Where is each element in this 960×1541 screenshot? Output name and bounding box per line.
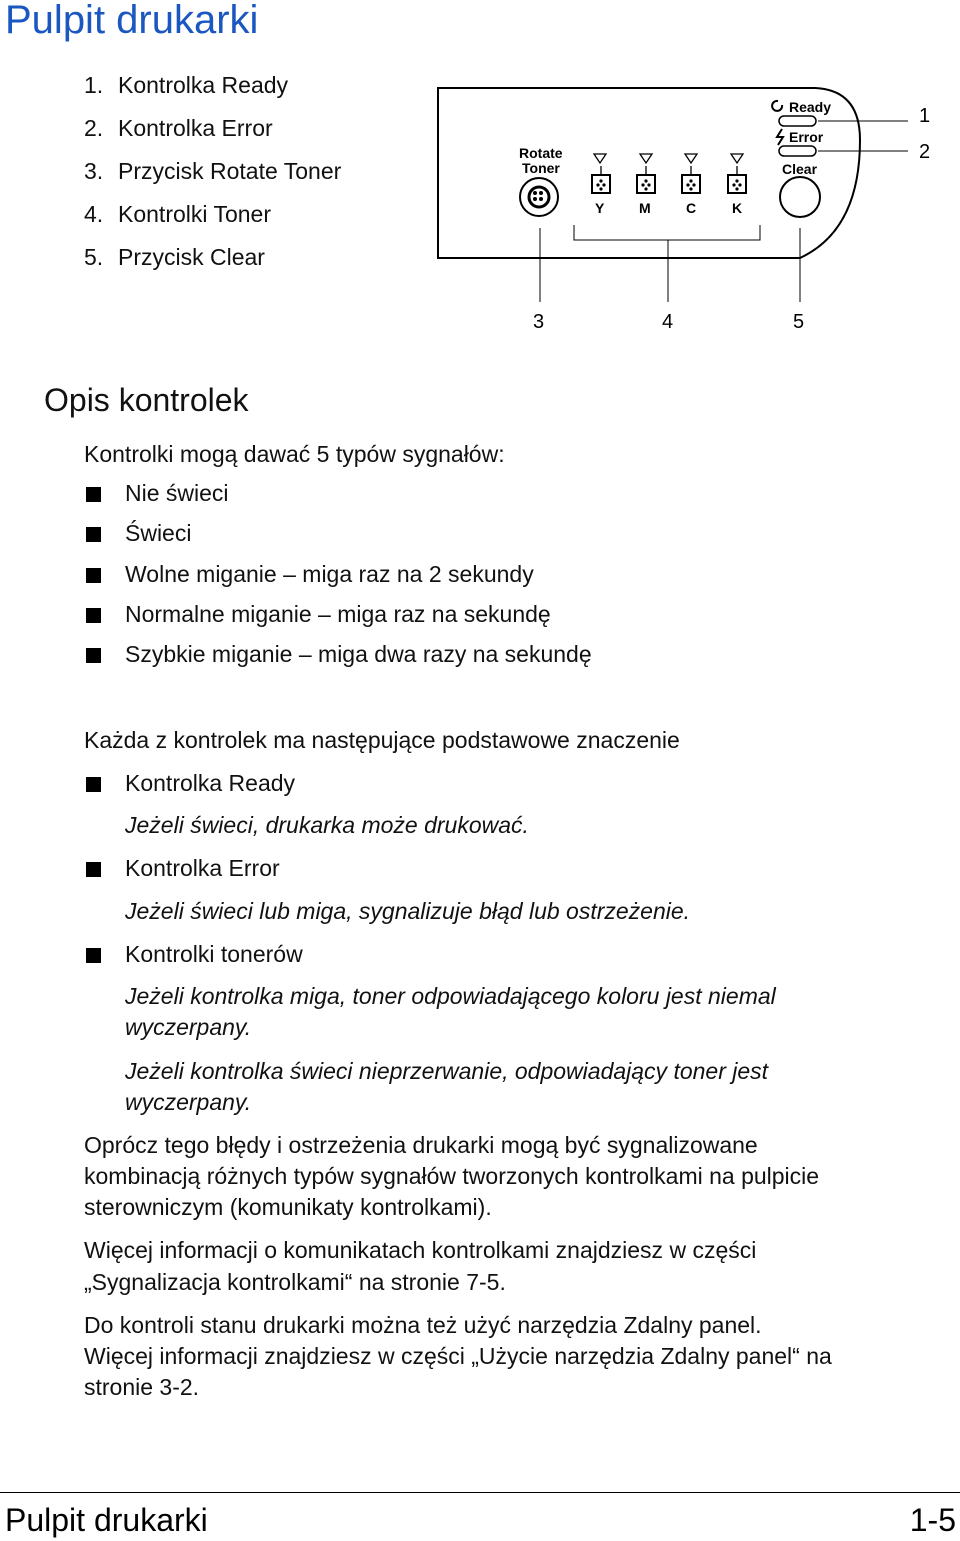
paragraph-line: „Sygnalizacja kontrolkami“ na stronie 7-5. [84,1269,506,1295]
panel-legend-list [84,64,341,279]
ready-label: Ready [789,99,832,115]
ready-icon [772,101,782,111]
control-panel-diagram [420,80,950,342]
callout-2: 2 [919,141,931,163]
rotate-label-1: Rotate [519,145,563,161]
clear-label: Clear [782,161,818,177]
signal-item: Wolne miganie – miga raz na 2 sekundy [125,561,534,587]
error-icon [777,129,783,145]
bullet-icon [86,527,101,542]
toner-letter-m: M [639,200,651,216]
bullet-icon [86,568,101,583]
bullet-icon [86,948,101,963]
footer-divider [0,1492,960,1493]
toner-led-c-icon [685,154,697,163]
light-name-ready: Kontrolka Ready [125,770,296,796]
toner-letter-c: C [686,200,697,216]
paragraph-line: sterowniczym (komunikaty kontrolkami). [84,1194,492,1220]
rotate-label-2: Toner [522,160,560,176]
list-item: 5. Przycisk Clear [84,244,265,270]
paragraph-line: kombinacją różnych typów sygnałów tworzonych kontrolkami na pulpicie [84,1163,820,1189]
paragraph-line: Do kontroli stanu drukarki można też użyć narzędzia Zdalny panel. [84,1312,762,1338]
ready-led [779,116,816,126]
light-desc-error: Jeżeli świeci lub miga, sygnalizuje błąd lub ostrzeżenie. [125,898,691,924]
light-desc-toner: Jeżeli kontrolka świeci nieprzerwanie, odpowiadający toner jest [125,1058,769,1084]
bullet-icon [86,487,101,502]
light-desc-toner: wyczerpany. [125,1089,252,1115]
paragraph-line: Oprócz tego błędy i ostrzeżenia drukarki mogą być sygnalizowane [84,1132,758,1158]
callout-3: 3 [533,311,545,333]
page-title: Pulpit drukarki [5,0,259,42]
light-desc-toner: Jeżeli kontrolka miga, toner odpowiadającego koloru jest niemal [125,983,776,1009]
signal-item: Normalne miganie – miga raz na sekundę [125,601,551,627]
callout-1: 1 [919,105,931,127]
error-led [779,146,816,156]
paragraph-line: Więcej informacji o komunikatach kontrolkami znajdziesz w części [84,1237,757,1263]
error-label: Error [789,129,824,145]
light-name-toner: Kontrolki tonerów [125,941,303,967]
toner-led-y-icon [594,154,606,163]
list-item: 3. Przycisk Rotate Toner [84,158,342,184]
paragraph-line: Więcej informacji znajdziesz w części „Użycie narzędzia Zdalny panel“ na [84,1343,832,1369]
signals-intro: Kontrolki mogą dawać 5 typów sygnałów: [84,441,505,467]
toner-letter-y: Y [595,200,605,216]
list-item: 1. Kontrolka Ready [84,72,289,98]
bullet-icon [86,608,101,623]
toner-led-m-icon [640,154,652,163]
light-desc-toner: wyczerpany. [125,1014,252,1040]
callout-4: 4 [662,311,674,333]
section-heading: Opis kontrolek [44,382,249,418]
paragraph-line: stronie 3-2. [84,1374,200,1400]
toner-lights [592,154,746,193]
signal-item: Nie świeci [125,480,229,506]
list-item: 2. Kontrolka Error [84,115,273,141]
bullet-icon [86,648,101,663]
bullet-icon [86,777,101,792]
rotate-toner-button[interactable] [520,178,558,216]
footer-section-title: Pulpit drukarki [5,1502,208,1538]
toner-led-k-icon [731,154,743,163]
signal-item: Szybkie miganie – miga dwa razy na sekundę [125,641,592,667]
signal-item: Świeci [125,520,192,546]
bullet-icon [86,862,101,877]
light-name-error: Kontrolka Error [125,855,280,881]
callout-5: 5 [793,311,805,333]
light-desc-ready: Jeżeli świeci, drukarka może drukować. [125,812,529,838]
toner-letter-k: K [732,200,743,216]
meaning-intro: Każda z kontrolek ma następujące podstawowe znaczenie [84,727,680,753]
page-number: 1-5 [909,1502,956,1538]
clear-button[interactable] [780,177,820,217]
list-item: 4. Kontrolki Toner [84,201,271,227]
